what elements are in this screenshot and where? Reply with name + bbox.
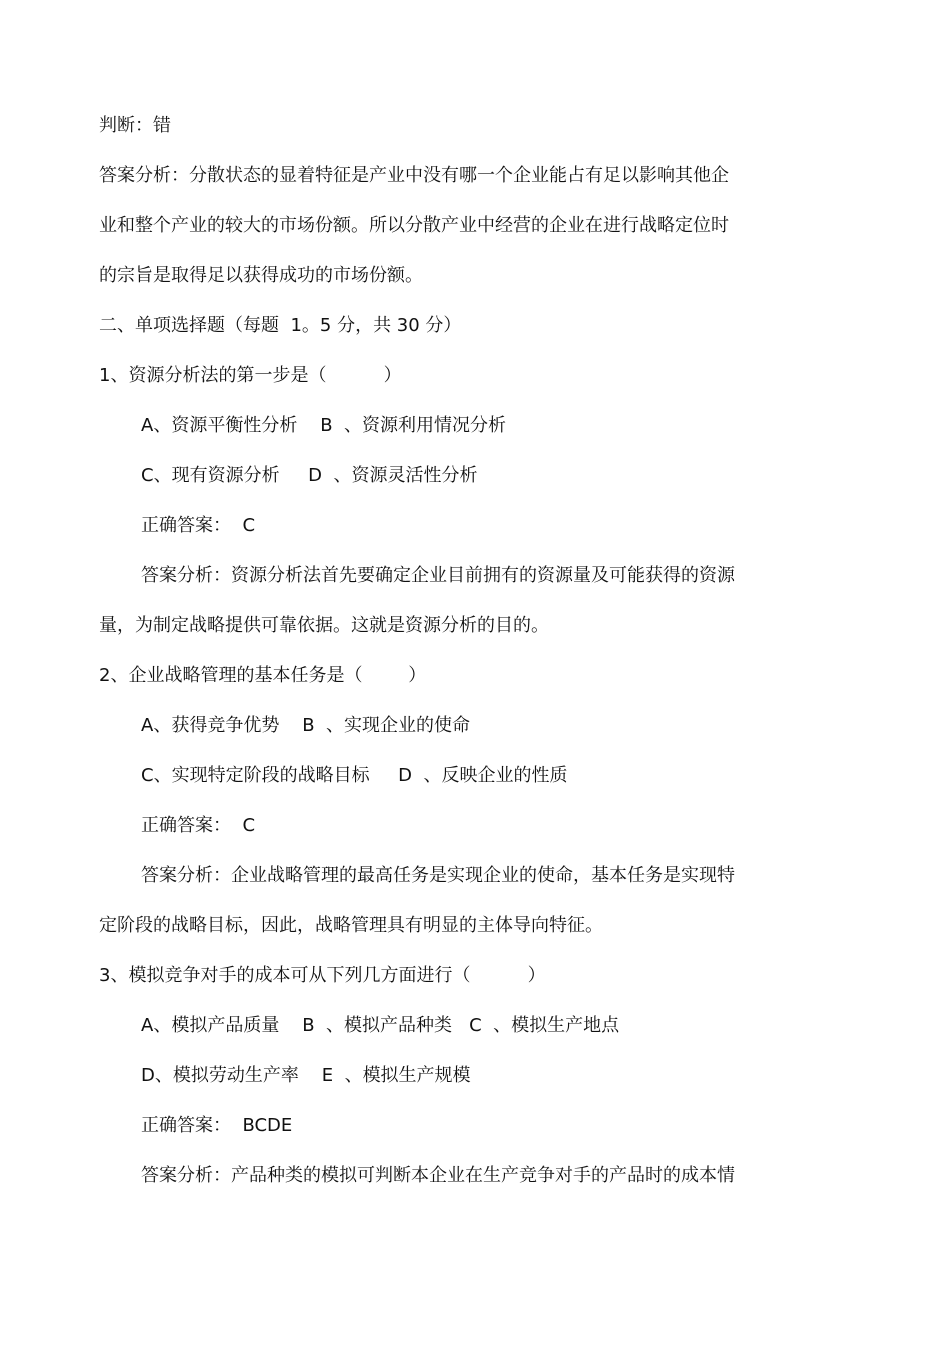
question-2-analysis: 定阶段的战略目标，因此，战略管理具有明显的主体导向特征。 — [99, 915, 603, 936]
question-2: 2、企业战略管理的基本任务是（ ） — [99, 665, 427, 686]
question-3-options: A、模拟产品质量 B 、模拟产品种类 C 、模拟生产地点 — [141, 1015, 620, 1036]
question-2-analysis: 答案分析：企业战略管理的最高任务是实现企业的使命，基本任务是实现特 — [141, 865, 735, 886]
question-3: 3、模拟竞争对手的成本可从下列几方面进行（ ） — [99, 965, 546, 986]
question-1-options: C、现有资源分析 D 、资源灵活性分析 — [141, 465, 478, 486]
question-1-analysis: 量，为制定战略提供可靠依据。这就是资源分析的目的。 — [99, 615, 549, 636]
question-1-correct-answer: 正确答案： C — [141, 515, 256, 536]
question-2-correct-answer: 正确答案： C — [141, 815, 256, 836]
answer-analysis-line: 业和整个产业的较大的市场份额。所以分散产业中经营的企业在进行战略定位时 — [99, 215, 729, 236]
answer-analysis-line: 的宗旨是取得足以获得成功的市场份额。 — [99, 265, 423, 286]
question-1: 1、资源分析法的第一步是（ ） — [99, 365, 402, 386]
judgment-line: 判断：错 — [99, 115, 171, 136]
question-3-analysis: 答案分析：产品种类的模拟可判断本企业在生产竞争对手的产品时的成本情 — [141, 1165, 735, 1186]
question-3-correct-answer: 正确答案： BCDE — [141, 1115, 293, 1136]
answer-analysis-line: 答案分析：分散状态的显着特征是产业中没有哪一个企业能占有足以影响其他企 — [99, 165, 729, 186]
question-1-options: A、资源平衡性分析 B 、资源利用情况分析 — [141, 415, 506, 436]
section-heading: 二、单项选择题（每题 1。5 分，共 30 分） — [99, 315, 462, 336]
question-2-options: C、实现特定阶段的战略目标 D 、反映企业的性质 — [141, 765, 568, 786]
question-3-options: D、模拟劳动生产率 E 、模拟生产规模 — [141, 1065, 471, 1086]
question-2-options: A、获得竞争优势 B 、实现企业的使命 — [141, 715, 470, 736]
question-1-analysis: 答案分析：资源分析法首先要确定企业目前拥有的资源量及可能获得的资源 — [141, 565, 735, 586]
